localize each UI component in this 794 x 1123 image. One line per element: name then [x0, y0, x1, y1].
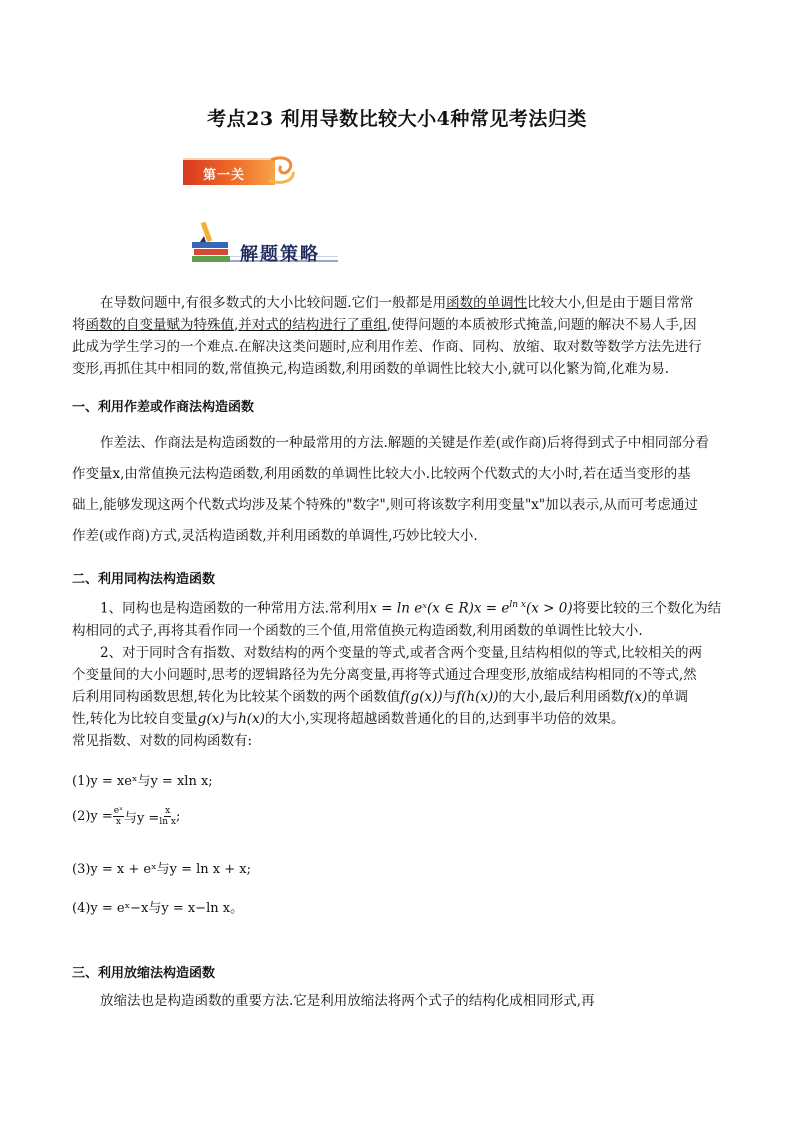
banner-label: 第一关: [203, 168, 246, 183]
formula-1: (1)y = xeˣ与y = xln x;: [72, 774, 213, 789]
page-title: 考点23 利用导数比较大小4种常见考法归类: [207, 108, 587, 130]
section1-line: 作差法、作商法是构造函数的一种最常用的方法.解题的关键是作差(或作商)后将得到式子中相同部分看: [100, 435, 709, 451]
section1-line: 础上,能够发现这两个代数式均涉及某个特殊的"数字",则可将该数字利用变量"x"加以表示,从而可考虑通过: [72, 497, 698, 513]
formula-2: (2)y = $\frac{\text{eˣ}}{x}$ 与y = $\frac{x}{\text{ln x}}$ ;: [72, 806, 181, 827]
intro-line: 在导数问题中,有很多数式的大小比较问题.它们一般都是用函数的单调性比较大小,但是由于题目常常: [100, 295, 694, 311]
strategy-banner: [190, 214, 340, 264]
intro-paragraph: [72, 292, 762, 380]
intro-line: 将函数的自变量赋为特殊值,并对式的结构进行了重组,使得问题的本质被形式掩盖,问题的解决不易人手,因: [72, 317, 697, 333]
section-heading: 一、利用作差或作商法构造函数: [72, 400, 255, 415]
intro-line: 此成为学生学习的一个难点.在解决这类问题时,应利用作差、作商、同构、放缩、取对数等数学方法先进行: [72, 339, 702, 355]
section2-line: 个变量间的大小问题时,思考的逻辑路径为先分离变量,再将等式通过合理变形,放缩成结构相同的不等式,然: [72, 666, 697, 683]
section1-line: 作差(或作商)方式,灵活构造函数,并利用函数的单调性,巧妙比较大小.: [72, 528, 478, 544]
section2-line: 2、对于同时含有指数、对数结构的两个变量的等式,或者含两个变量,且结构相似的等式,比较相关的两: [100, 644, 702, 661]
section1-line: 作变量x,由常值换元法构造函数,利用函数的单调性比较大小.比较两个代数式的大小时,若在适当变形的基: [72, 466, 691, 482]
intro-line: 变形,再抓住其中相同的数,常值换元,构造函数,利用函数的单调性比较大小,就可以化繁为简,化难为易.: [72, 361, 670, 377]
swirl-decoration-icon: [267, 152, 299, 188]
banner-label: 解题策略: [240, 244, 320, 265]
section2-line: 构相同的式子,再将其看作同一个函数的三个值,用常值换元构造函数,利用函数的单调性比较大小.: [72, 622, 643, 639]
section-heading: 三、利用放缩法构造函数: [72, 966, 216, 981]
section2-line: 后利用同构函数思想,转化为比较某个函数的两个函数值f(g(x))与f(h(x))的大小,最后利用函数f(x)的单调: [72, 688, 688, 705]
section2-line: 常见指数、对数的同构函数有:: [72, 732, 253, 749]
section2-paragraph: [72, 594, 762, 752]
banner-ribbon: [183, 158, 275, 185]
formula-3: (3)y = x + eˣ与y = ln x + x;: [72, 862, 251, 877]
section2-line: 性,转化为比较自变量g(x)与h(x)的大小,实现将超越函数普通化的目的,达到事半功倍的效果。: [72, 710, 625, 727]
level-banner: [183, 152, 298, 188]
section2-line: 1、同构也是构造函数的一种常用方法.常利用x = ln eˣ(x ∈ $R)x = e^{ln x}(x > 0)$将要比较的三个数化为结: [100, 600, 722, 617]
section-heading: 二、利用同构法构造函数: [72, 572, 216, 587]
section1-paragraph: [72, 428, 762, 552]
formula-4: (4)y = eˣ−x与y = x−ln x。: [72, 901, 244, 916]
section3-line: 放缩法也是构造函数的重要方法.它是利用放缩法将两个式子的结构化成相同形式,再: [100, 993, 595, 1009]
